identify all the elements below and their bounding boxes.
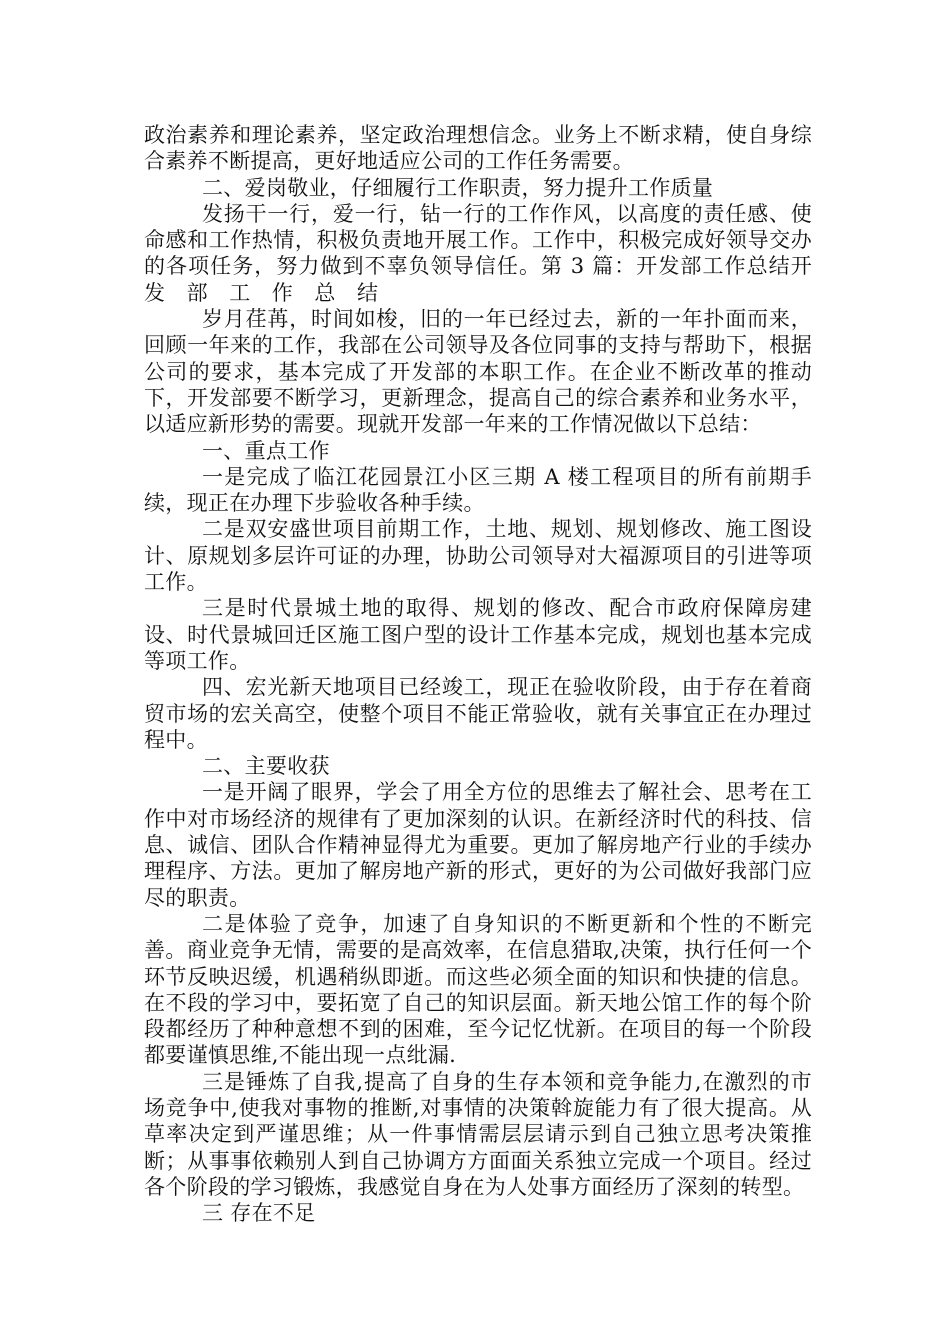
paragraph: 政治素养和理论素养，坚定政治理想信念。业务上不断求精，使自身综合素养不断提高，更好地适应公司的工作任务需要。 (144, 123, 812, 174)
section-heading: 一、重点工作 (202, 438, 330, 463)
paragraph: 一是完成了临江花园景江小区三期 A 楼工程项目的所有前期手续，现正在办理下步验收各种手续。 (144, 464, 812, 516)
paragraph: 三是时代景城土地的取得、规划的修改、配合市政府保障房建设、时代景城回迁区施工图户型的设计工作基本完成，规划也基本完成等项工作。 (144, 596, 812, 673)
document-body (144, 122, 834, 1226)
paragraph: 一是开阔了眼界，学会了用全方位的思维去了解社会、思考在工作中对市场经济的规律有了更加深刻的认识。在新经济时代的科技、信息、诚信、团队合作精神显得尤为重要。更加了解房地产行业的手续办理程序、方法。更加了解房地产新的形式，更好的为公司做好我部门应尽的职责。 (144, 780, 812, 910)
section-heading: 三 存在不足 (202, 1201, 316, 1226)
paragraph: 三是锤炼了自我,提高了自身的生存本领和竞争能力,在激烈的市场竞争中,使我对事物的推断,对事情的决策斡旋能力有了很大提高。从草率决定到严谨思维；从一件事情需层层请示到自己独立思考决策推断；从事事依赖别人到自己协调方方面面关系独立完成一个项目。经过各个阶段的学习锻炼，我感觉自身在为人处事方面经历了深刻的转型。 (144, 1069, 812, 1199)
paragraph: 四、宏光新天地项目已经竣工，现正在验收阶段，由于存在着商贸市场的宏关高空，使整个项目不能正常验收，就有关事宜正在办理过程中。 (144, 675, 812, 752)
section-heading: 二、爱岗敬业，仔细履行工作职责，努力提升工作质量 (202, 175, 714, 200)
paragraph: 发扬干一行，爱一行，钻一行的工作作风，以高度的责任感、使命感和工作热情，积极负责地开展工作。工作中，积极完成好领导交办的各项任务，努力做到不辜负领导信任。第 3 篇：开发部工作总结开 发 部 工 作 总 结 (144, 201, 834, 305)
paragraph: 岁月荏苒，时间如梭，旧的一年已经过去，新的一年扑面而来，回顾一年来的工作，我部在公司领导及各位同事的支持与帮助下，根据公司的要求，基本完成了开发部的本职工作。在企业不断改革的推动下，开发部要不断学习，更新理念，提高自己的综合素养和业务水平，以适应新形势的需要。现就开发部一年来的工作情况做以下总结： (144, 307, 812, 437)
paragraph: 二是体验了竞争，加速了自身知识的不断更新和个性的不断完善。商业竞争无情，需要的是高效率，在信息猎取,决策，执行任何一个环节反映迟缓，机遇稍纵即逝。而这些必须全面的知识和快捷的信息。在不段的学习中，要拓宽了自己的知识层面。新天地公馆工作的每个阶段都经历了种种意想不到的困难，至今记忆忧新。在项目的每一个阶段都要谨慎思维,不能出现一点纰漏. (144, 911, 812, 1068)
section-heading: 二、主要收获 (202, 754, 330, 779)
paragraph: 二是双安盛世项目前期工作，土地、规划、规划修改、施工图设计、原规划多层许可证的办理，协助公司领导对大福源项目的引进等项工作。 (144, 517, 812, 595)
